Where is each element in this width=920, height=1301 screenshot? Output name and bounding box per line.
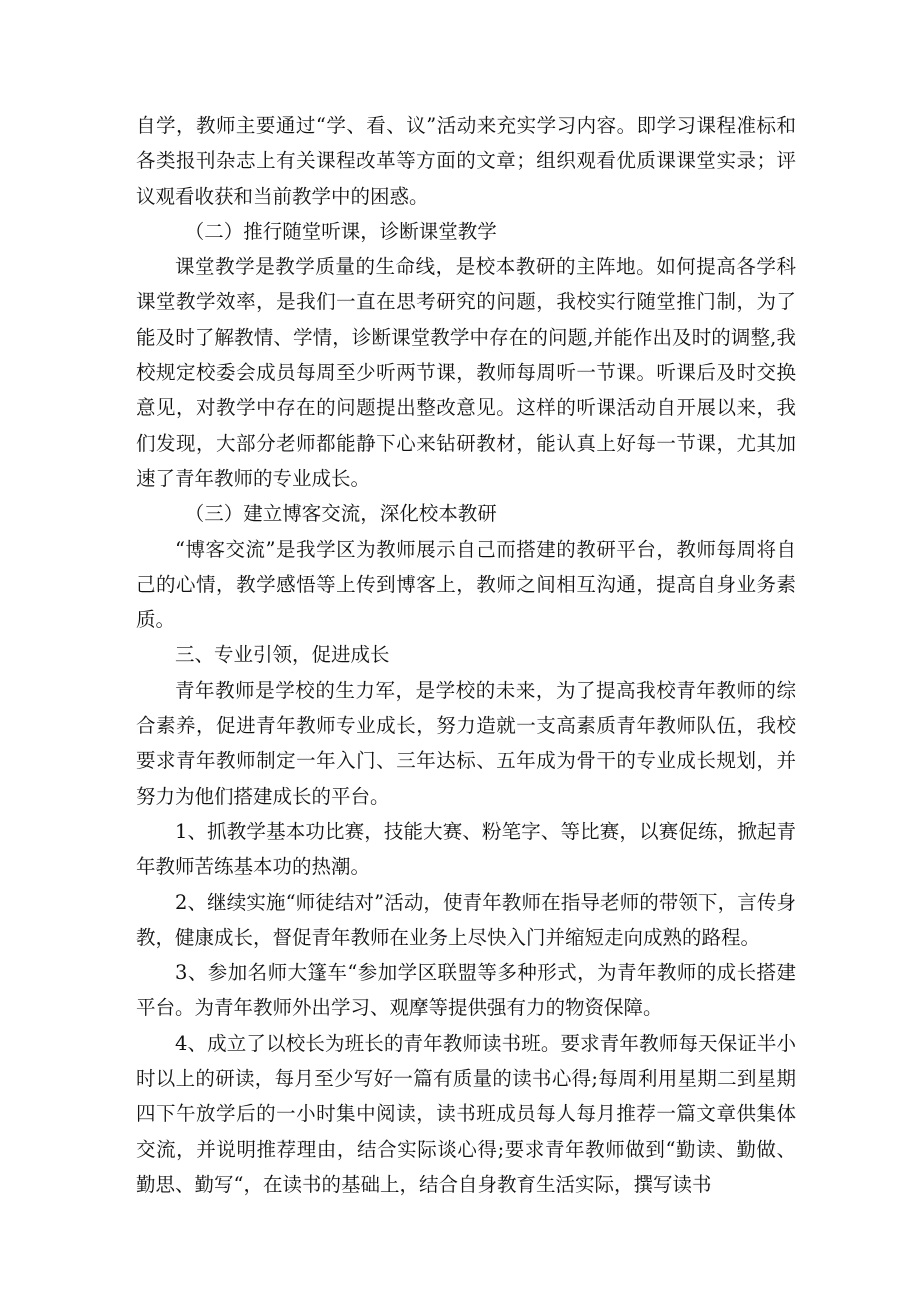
body-paragraph: 课堂教学是教学质量的生命线，是校本教研的主阵地。如何提高各学科课堂教学效率，是我们一直在思考研究的问题，我校实行随堂推门制，为了能及时了解教情、学情，诊断课堂教学中存在的问题,并能作出及时的调整,我校规定校委会成员每周至少听两节课，教师每周听一节课。听课后及时交换意见，对教学中存在的问题提出整改意见。这样的听课活动自开展以来，我们发现，大部分老师都能静下心来钻研教材，能认真上好每一节课，尤其加速了青年教师的专业成长。 (136, 255, 796, 490)
list-item: 1、抓教学基本功比赛，技能大赛、粉笔字、等比赛，以赛促练，掀起青年教师苦练基本功的热潮。 (136, 819, 796, 879)
paragraph-continuation: 自学，教师主要通过“学、看、议”活动来充实学习内容。即学习课程准标和各类报刊杂志上有关课程改革等方面的文章；组织观看优质课课堂实录；评议观看收获和当前教学中的困惑。 (136, 114, 796, 208)
list-item: 2、继续实施“师徒结对”活动，使青年教师在指导老师的带领下，言传身教，健康成长，督促青年教师在业务上尽快入门并缩短走向成熟的路程。 (136, 890, 796, 949)
list-item: 3、参加名师大篷车“参加学区联盟等多种形式，为青年教师的成长搭建平台。为青年教师外出学习、观摩等提供强有力的物资保障。 (136, 961, 796, 1020)
section-heading: （三）建立博客交流，深化校本教研 (184, 502, 497, 526)
list-item: 4、成立了以校长为班长的青年教师读书班。要求青年教师每天保证半小时以上的研读，每月至少写好一篇有质量的读书心得;每周利用星期二到星期四下午放学后的一小时集中阅读，读书班成员每人每月推荐一篇文章供集体交流，并说明推荐理由，结合实际谈心得;要求青年教师做到“勤读、勤做、勤思、勤写“，在读书的基础上，结合自身教育生活实际，撰写读书 (136, 1031, 796, 1196)
section-heading: （二）推行随堂听课，诊断课堂教学 (184, 219, 497, 243)
section-heading: 三、专业引领，促进成长 (175, 643, 390, 667)
body-paragraph: “博客交流”是我学区为教师展示自己而搭建的教研平台，教师每周将自己的心情，教学感悟等上传到博客上，教师之间相互沟通，提高自身业务素质。 (136, 537, 796, 632)
body-paragraph: 青年教师是学校的生力军，是学校的未来，为了提高我校青年教师的综合素养，促进青年教师专业成长，努力造就一支高素质青年教师队伍，我校要求青年教师制定一年入门、三年达标、五年成为骨干的专业成长规划，并努力为他们搭建成长的平台。 (136, 678, 796, 808)
document-body (136, 108, 796, 1202)
